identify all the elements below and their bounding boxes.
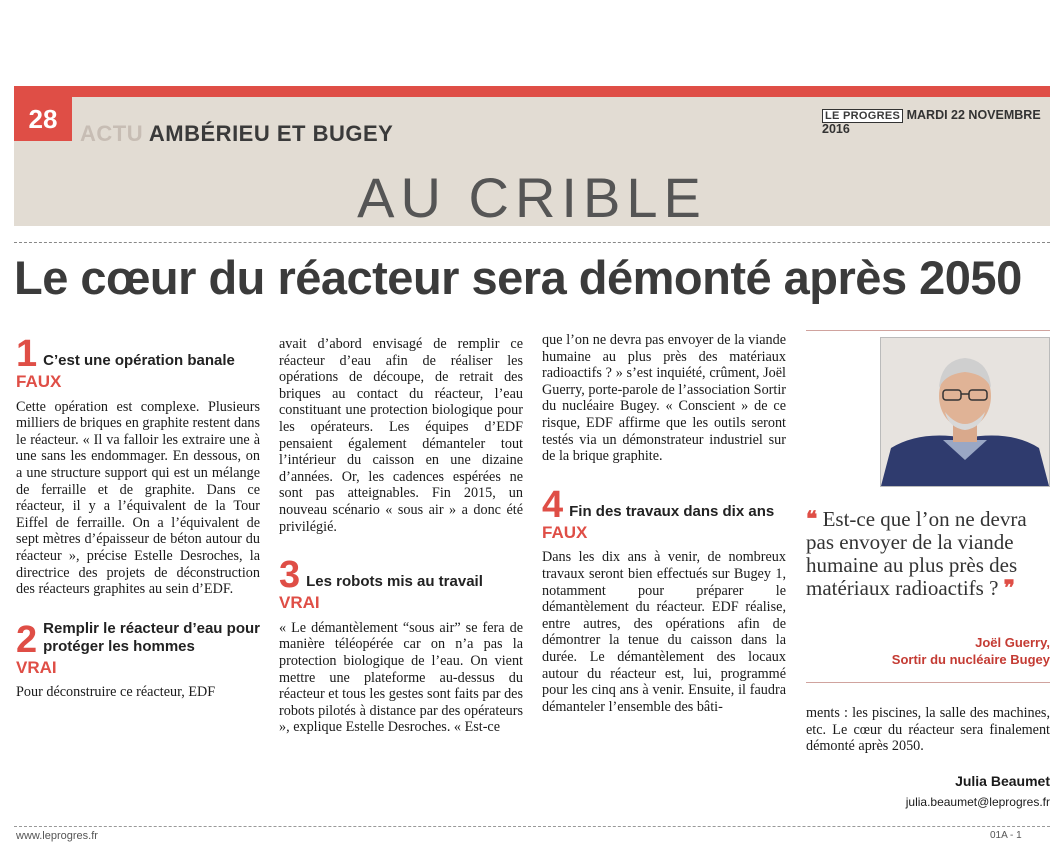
page-number: 28: [14, 97, 72, 141]
spacer: [16, 598, 260, 620]
question-1-verdict: FAUX: [16, 372, 62, 391]
question-3-header: [279, 554, 523, 597]
header-accent-line: [14, 86, 1050, 97]
pull-quote-text: Est-ce que l’on ne devra pas envoyer de la viande humaine au plus près des matériaux radioactifs ?: [806, 507, 1027, 600]
portrait-photo: [880, 337, 1050, 487]
kicker: AU CRIBLE: [357, 166, 707, 229]
pull-quote-attribution: [806, 634, 1050, 668]
section-title: [80, 121, 393, 147]
byline-author: Julia Beaumet: [955, 773, 1050, 789]
footer-rule: [14, 826, 1050, 827]
column-2: [279, 336, 523, 736]
question-1-number: 1: [16, 333, 38, 375]
sidebar-rule-bottom: [806, 682, 1050, 683]
footer-code: 01A - 1: [990, 830, 1022, 841]
question-2-header: [16, 618, 260, 661]
question-3-text: « Le démantèlement “sous air” se fera de manière téléopérée car on n’a pas la protection biologique de l’eau. On vient mettre une plateforme au-dessus du réacteur et tous les gestes sont faits par des robots pilotés à distance par des opérateurs », explique Estelle Desroches. « Est-ce: [279, 619, 523, 736]
issue-meta: [822, 108, 1060, 136]
question-3-verdict: VRAI: [279, 593, 320, 613]
question-3-number: 3: [279, 554, 301, 597]
issue-date: MARDI 22 NOVEMBRE 2016: [822, 108, 1041, 136]
spacer: [542, 465, 786, 487]
headline: Le cœur du réacteur sera démonté après 2050: [14, 251, 1022, 304]
question-3-continuation: que l’on ne devra pas envoyer de la viande humaine au plus près des matériaux radioactifs ? » s’est inquiété, crûment, Joël Guerry, porte-parole de l’association Sortir du nucléaire Bugey. « Conscient » de ce risque, EDF affirme que les outils seront testés via un démonstrateur industriel sur de la brique graphite.: [542, 332, 786, 465]
question-4-number: 4: [542, 483, 564, 526]
question-1-title: C’est une opération banale: [43, 352, 235, 369]
spacer: [279, 535, 523, 557]
section-name: AMBÉRIEU ET BUGEY: [148, 121, 394, 146]
question-2-title: Remplir le réacteur d’eau pour protéger les hommes: [43, 619, 260, 655]
pull-quote-role: Sortir du nucléaire Bugey: [891, 652, 1050, 667]
pull-quote: [806, 508, 1050, 600]
divider: [14, 242, 1050, 243]
column-1: [16, 333, 260, 701]
question-2-text: Pour déconstruire ce réacteur, EDF: [16, 684, 216, 701]
newspaper-brand: LE PROGRES: [822, 109, 903, 123]
column-3: [542, 332, 786, 715]
question-4-text: Dans les dix ans à venir, de nombreux travaux seront bien effectués sur Bugey 1, notamment pour préparer le démantèlement du réacteur. EDF réalise, entre autres, des opérations afin de démontrer la tenue du caisson dans la durée. Le démantèlement des locaux autour du réacteur est, lui, programmé pour les cinq ans à venir. Ensuite, il faudra démanteler l’ensemble des bâti-: [542, 549, 786, 715]
quote-close-icon: ❞: [1003, 576, 1015, 600]
question-1-header: [16, 333, 260, 375]
quote-open-icon: ❝: [806, 507, 818, 531]
byline-email: julia.beaumet@leprogres.fr: [905, 795, 1050, 809]
question-2-verdict: VRAI: [16, 657, 57, 677]
section-prefix: ACTU: [80, 121, 144, 146]
sidebar-rule-top: [806, 330, 1050, 331]
question-3-title: Les robots mis au travail: [306, 573, 483, 591]
question-4-header: [542, 483, 786, 526]
footer-url: www.leprogres.fr: [16, 830, 98, 842]
question-4-title: Fin des travaux dans dix ans: [569, 502, 775, 520]
question-2-number: 2: [16, 618, 38, 661]
pull-quote-author: Joël Guerry,: [975, 635, 1050, 650]
question-4-verdict: FAUX: [542, 522, 588, 542]
question-2-continuation: avait d’abord envisagé de remplir ce réacteur d’eau afin de réaliser les opérations de découpe, de retrait des briques au contact du réacteur, l’eau constituant une protection biologique pour les opérateurs. Les équipes d’EDF pensaient également démanteler tout l’intérieur du caisson en une dizaine d’années. Or, les cadences espérées ne sont pas atteignables. Fin 2015, un nouveau scénario « sous air » a donc été privilégié.: [279, 336, 523, 535]
portrait-illustration: [881, 338, 1049, 486]
question-1-text: Cette opération est complexe. Plusieurs milliers de briques en graphite restent dans le réacteur. « Il va falloir les extraire une à une sans les endommager. En dessous, on a une structure support qui est un mélange de ferraille et de graphite. Dans ce réacteur, il y a l’équivalent de la Tour Eiffel de ferraille. On a l’équivalent de sept mètres d’épaisseur de béton autour du réacteur », précise Estelle Desroches, la directrice des projets de déconstruction des réacteurs graphites au sein d’EDF.: [16, 398, 260, 598]
question-4-continuation: ments : les piscines, la salle des machines, etc. Le cœur du réacteur sera finalement démonté après 2050.: [806, 705, 1050, 755]
